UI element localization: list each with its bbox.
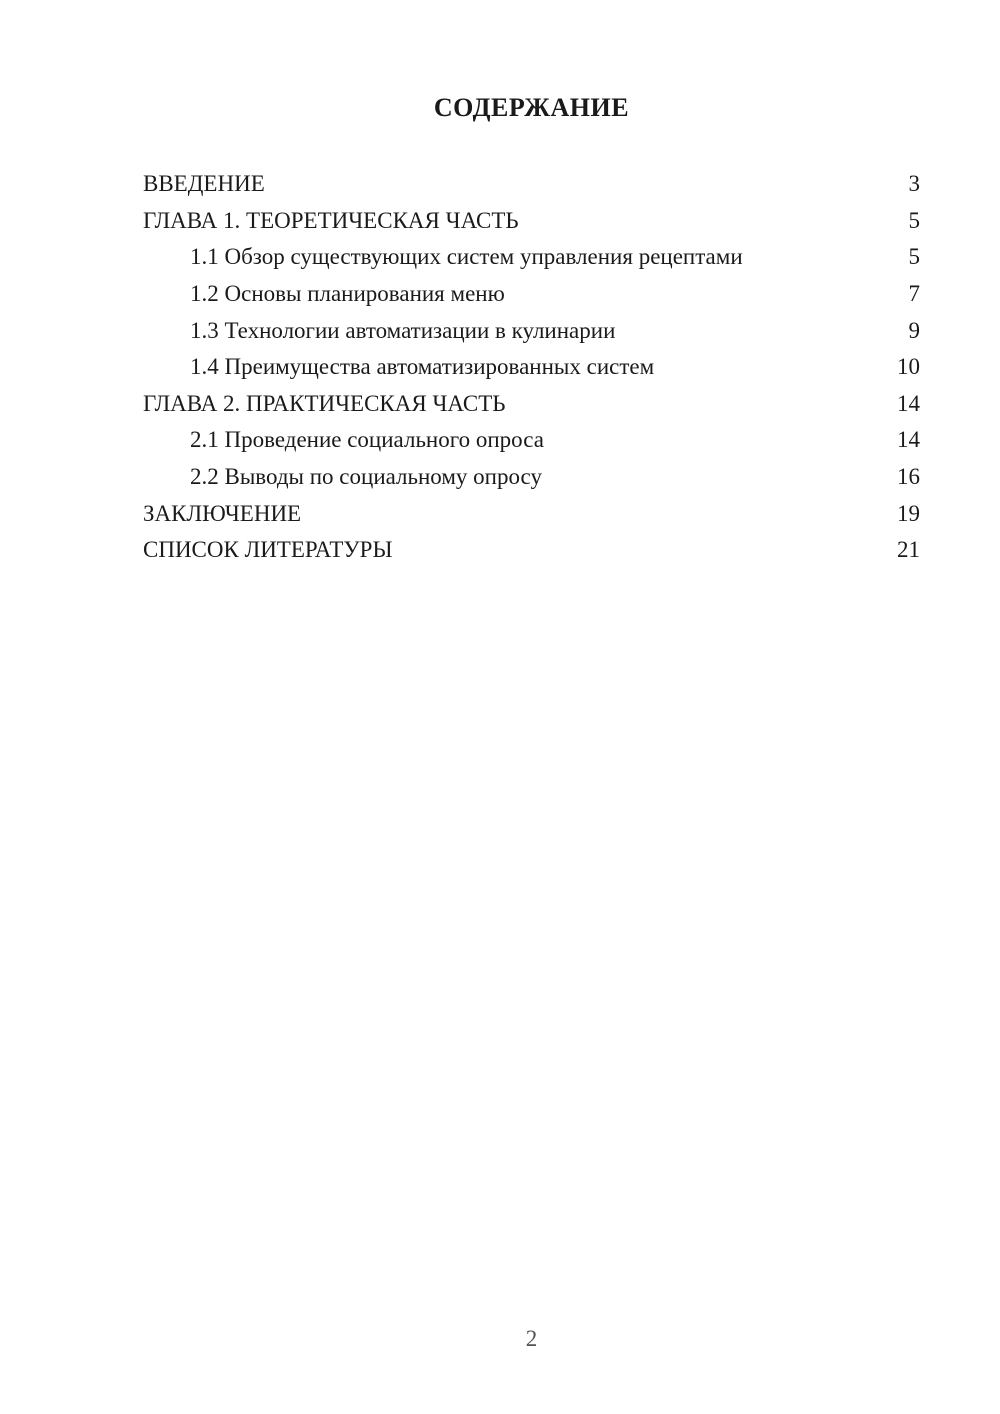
toc-entry-label: 2.2 Выводы по социальному опросу	[190, 464, 542, 490]
toc-entry	[143, 386, 920, 423]
toc-entry-label: 2.1 Проведение социального опроса	[190, 427, 544, 453]
toc-entry-page-number: 21	[897, 537, 920, 563]
toc-entry	[143, 276, 920, 313]
toc-entry-page-number: 7	[908, 280, 920, 306]
toc-entry-page-number: 14	[897, 427, 920, 453]
toc-entry	[143, 203, 920, 240]
toc-entry-page-number: 3	[908, 171, 920, 196]
toc-entry	[143, 349, 920, 386]
toc-entry-page-number: 10	[897, 354, 920, 380]
toc-entry	[143, 532, 920, 569]
toc-entry-page-number: 14	[897, 390, 920, 416]
toc-entry	[143, 166, 920, 203]
toc-entry-label: СПИСОК ЛИТЕРАТУРЫ	[143, 537, 393, 563]
toc-entry-label: 1.4 Преимущества автоматизированных систем	[190, 354, 655, 380]
toc-entry-label: ВВЕДЕНИЕ	[143, 171, 265, 196]
toc-entry-page-number: 9	[908, 317, 920, 343]
toc-entry-label: 1.1 Обзор существующих систем управления рецептами	[190, 244, 743, 270]
toc-entry	[143, 422, 920, 459]
page-title: СОДЕРЖАНИЕ	[433, 93, 630, 122]
toc-entry-label: 1.3 Технологии автоматизации в кулинарии	[190, 317, 616, 343]
table-of-contents	[143, 166, 920, 569]
toc-entry-label: ГЛАВА 2. ПРАКТИЧЕСКАЯ ЧАСТЬ	[143, 390, 506, 416]
toc-entry-page-number: 16	[897, 464, 920, 490]
toc-entry	[143, 313, 920, 350]
toc-entry-label: ГЛАВА 1. ТЕОРЕТИЧЕСКАЯ ЧАСТЬ	[143, 207, 519, 233]
toc-entry-page-number: 5	[908, 244, 920, 270]
toc-entry	[143, 459, 920, 496]
toc-entry-label: 1.2 Основы планирования меню	[190, 280, 505, 306]
toc-entry-label: ЗАКЛЮЧЕНИЕ	[143, 500, 302, 526]
toc-entry	[143, 239, 920, 276]
footer-page-number: 2	[525, 1326, 538, 1351]
toc-entry	[143, 496, 920, 533]
toc-entry-page-number: 19	[897, 500, 920, 526]
toc-entry-page-number: 5	[908, 207, 920, 233]
